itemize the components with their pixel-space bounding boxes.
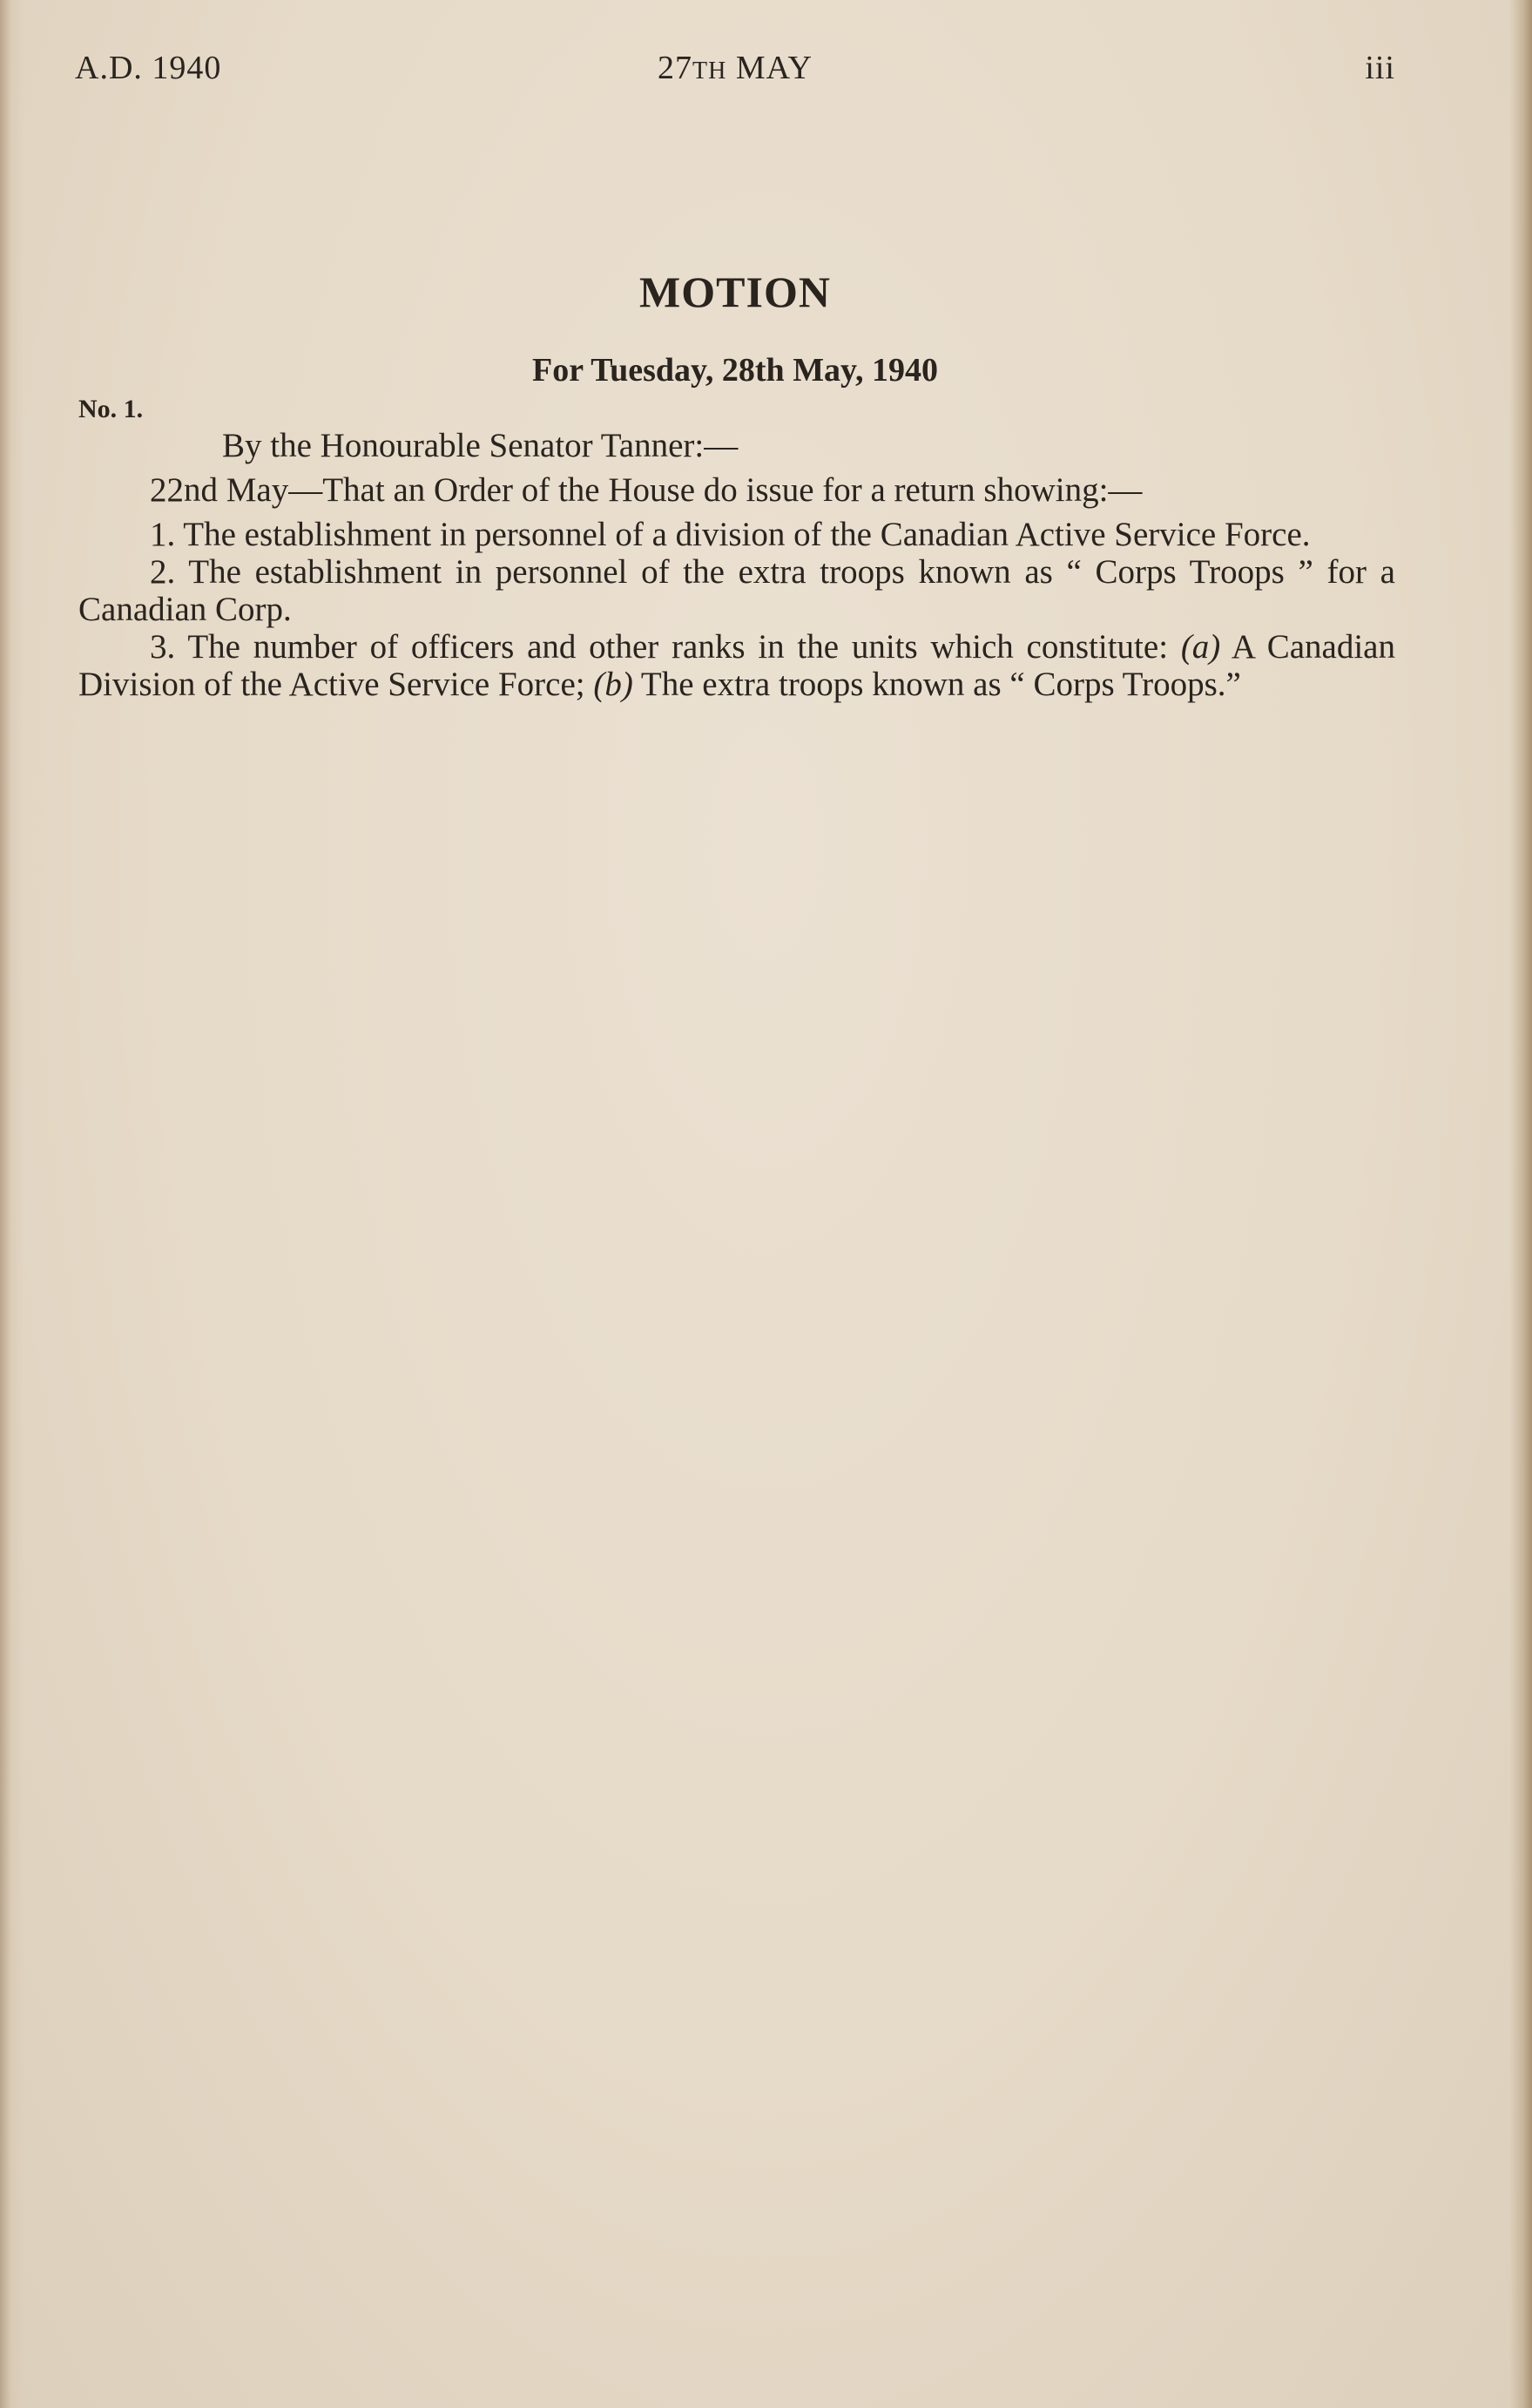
- motion-item-3-label-b: (b): [593, 666, 633, 703]
- motion-item-1: 1. The establishment in personnel of a division of the Canadian Active Service Force.: [150, 516, 1311, 553]
- motion-item-3-part-a: A Canadian Division of the Active Service Force;: [78, 628, 1395, 703]
- motion-item-3: [78, 628, 1395, 703]
- header-date: [75, 49, 1395, 87]
- motion-number: No. 1.: [78, 395, 144, 423]
- motion-item-2: 2. The establishment in personnel of the extra troops known as “ Corps Troops ” for a Canadian Corp.: [78, 553, 1395, 628]
- motion-body: [78, 427, 1395, 703]
- header-day: 27: [657, 50, 692, 86]
- header-day-suffix: TH: [692, 57, 727, 85]
- motion-item-3-part-b: The extra troops known as “ Corps Troops.”: [632, 666, 1241, 703]
- motion-mover: By the Honourable Senator Tanner:—: [222, 427, 739, 464]
- page-edge: [1509, 0, 1532, 2408]
- motion-title: MOTION: [639, 267, 831, 316]
- motion-intro: 22nd May—That an Order of the House do issue for a return showing:—: [150, 471, 1143, 509]
- motion-item-3-label-a: (a): [1180, 628, 1221, 666]
- header-month: MAY: [735, 50, 813, 86]
- motion-item-3-lead: 3. The number of officers and other ranks in the units which constitute:: [150, 628, 1181, 666]
- motion-date: For Tuesday, 28th May, 1940: [532, 352, 938, 389]
- running-head: [75, 49, 1395, 92]
- page-gutter-shadow: [0, 0, 24, 2408]
- page-number: iii: [1365, 50, 1395, 86]
- header-year: A.D. 1940: [75, 50, 222, 86]
